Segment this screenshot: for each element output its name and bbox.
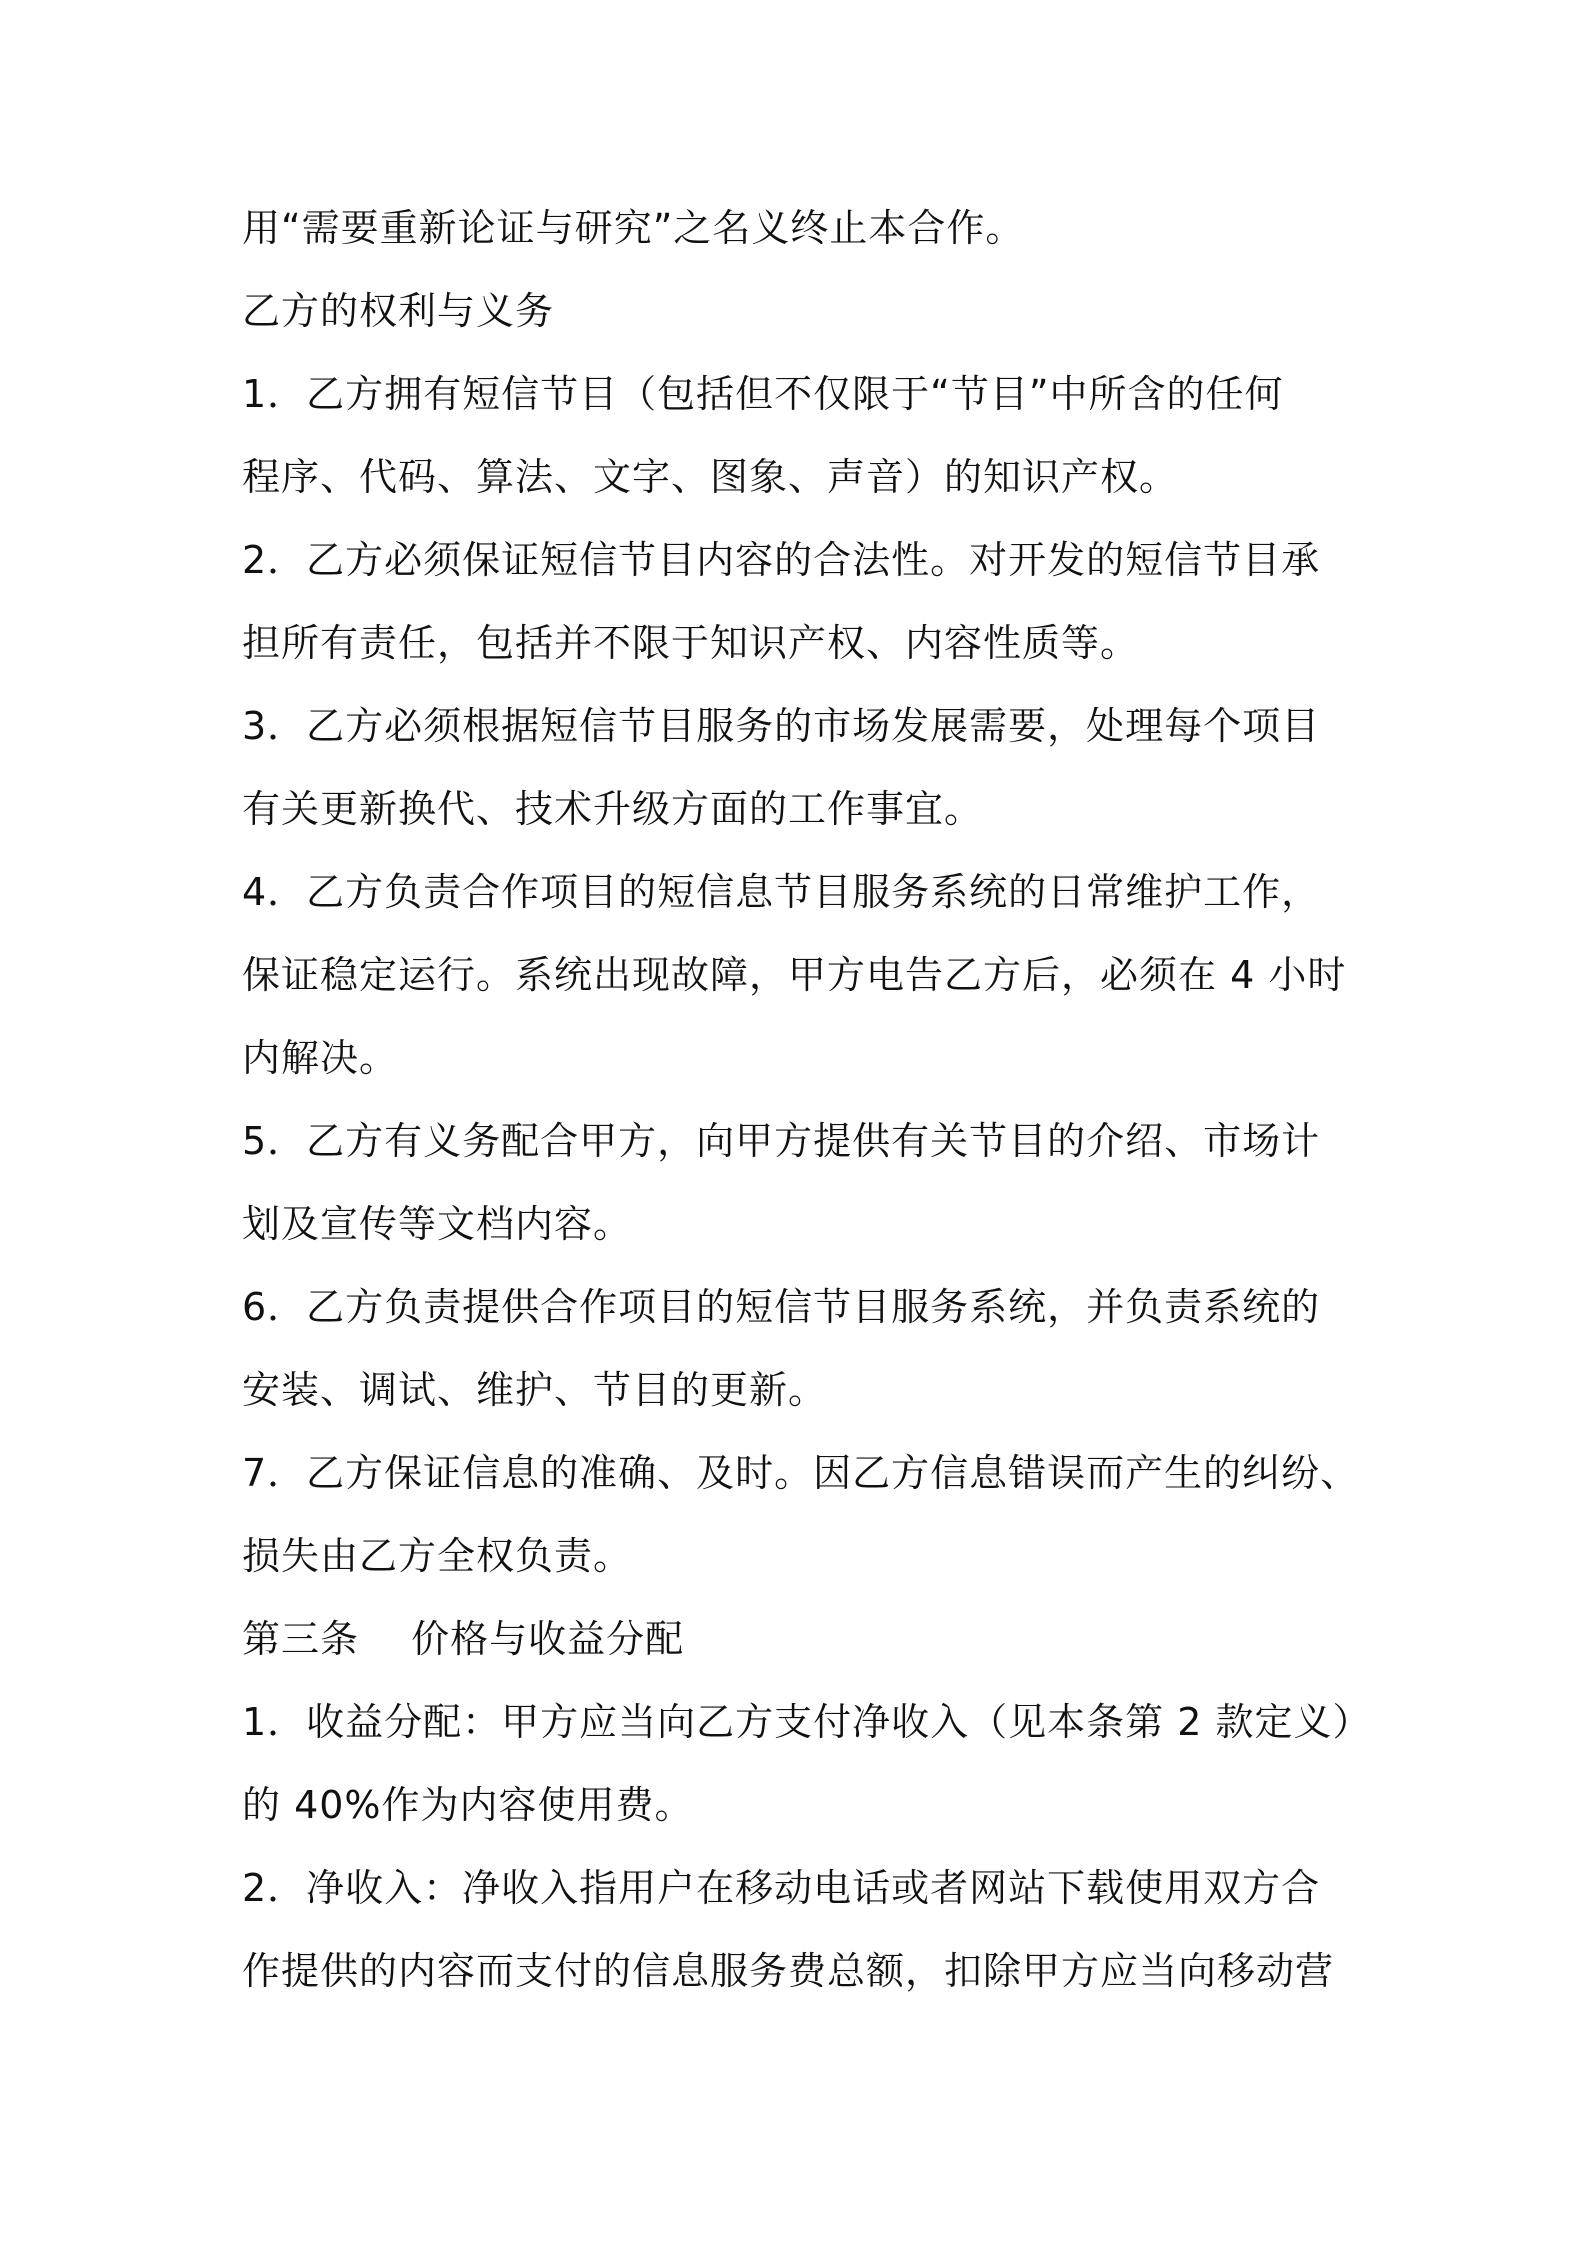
text-line: 损失由乙方全权负责。 — [242, 1534, 633, 1578]
text-line: 5．乙方有义务配合甲方，向甲方提供有关节目的介绍、市场计 — [242, 1119, 1321, 1163]
text-line: 用“需要重新论证与研究”之名义终止本合作。 — [242, 206, 1025, 250]
text-line: 2．乙方必须保证短信节目内容的合法性。对开发的短信节目承 — [242, 538, 1321, 582]
text-line: 3．乙方必须根据短信节目服务的市场发展需要，处理每个项目 — [242, 704, 1321, 748]
text-line: 有关更新换代、技术升级方面的工作事宜。 — [242, 787, 984, 831]
text-line: 划及宣传等文档内容。 — [242, 1202, 633, 1246]
text-line: 的 40%作为内容使用费。 — [242, 1783, 694, 1827]
text-line: 1．乙方拥有短信节目（包括但不仅限于“节目”中所含的任何 — [242, 372, 1284, 416]
text-line: 保证稳定运行。系统出现故障，甲方电告乙方后，必须在 4 小时 — [242, 953, 1347, 997]
text-line: 1．收益分配：甲方应当向乙方支付净收入（见本条第 2 款定义） — [242, 1700, 1372, 1744]
text-line: 2．净收入：净收入指用户在移动电话或者网站下载使用双方合 — [242, 1866, 1321, 1910]
text-line: 7．乙方保证信息的准确、及时。因乙方信息错误而产生的纠纷、 — [242, 1451, 1360, 1495]
text-line: 6．乙方负责提供合作项目的短信节目服务系统，并负责系统的 — [242, 1285, 1321, 1329]
text-line: 作提供的内容而支付的信息服务费总额，扣除甲方应当向移动营 — [242, 1949, 1335, 1993]
text-line: 内解决。 — [242, 1036, 399, 1080]
text-line: 4．乙方负责合作项目的短信息节目服务系统的日常维护工作， — [242, 870, 1321, 914]
text-line: 程序、代码、算法、文字、图象、声音）的知识产权。 — [242, 455, 1179, 499]
section-heading: 乙方的权利与义务 — [242, 289, 555, 333]
article-heading: 第三条 价格与收益分配 — [242, 1617, 685, 1661]
text-line: 担所有责任，包括并不限于知识产权、内容性质等。 — [242, 621, 1140, 665]
text-line: 安装、调试、维护、节目的更新。 — [242, 1368, 828, 1412]
